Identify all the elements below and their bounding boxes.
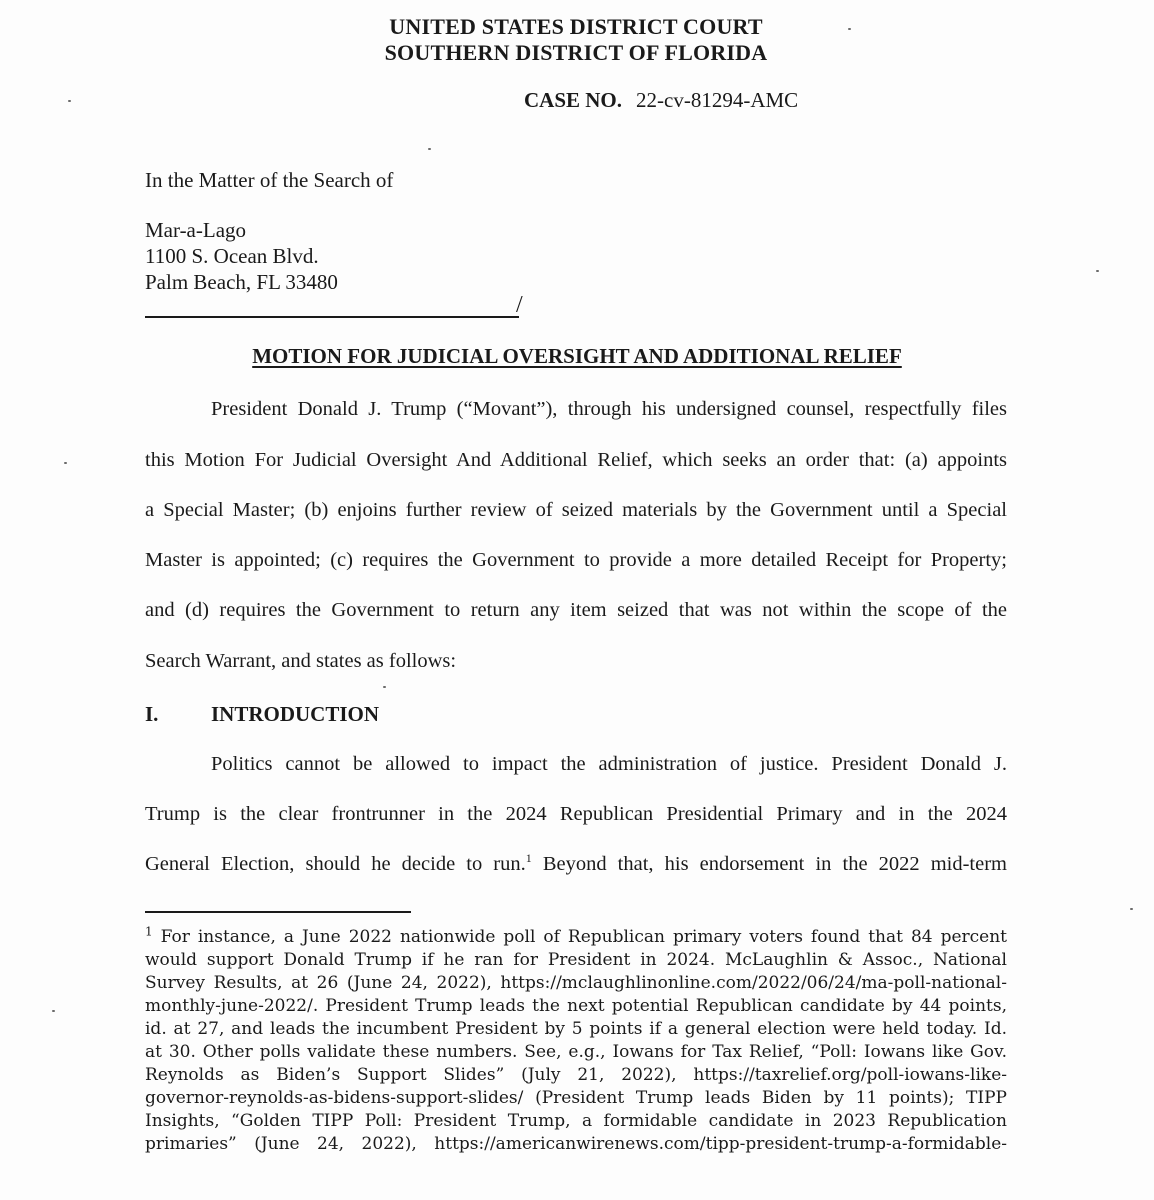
paragraph-line: and (d) requires the Government to return any item seized that was not within the scope of the — [145, 599, 1007, 621]
footnote-line: monthly-june-2022/. President Trump leads the next potential Republican candidate by 44 points, — [145, 996, 1007, 1016]
section-number: I. — [145, 702, 159, 726]
case-number — [524, 88, 798, 113]
footnote-line: would support Donald Trump if he ran for President in 2024. McLaughlin & Assoc., National — [145, 950, 1007, 970]
scan-speck — [52, 1010, 55, 1012]
footnote-line: Insights, “Golden TIPP Poll: President Trump, a formidable candidate in 2023 Republication — [145, 1111, 1007, 1131]
caption-address-line: Palm Beach, FL 33480 — [145, 270, 338, 294]
paragraph-line: Trump is the clear frontrunner in the 2024 Republican Presidential Primary and in the 2024 — [145, 803, 1007, 825]
footnote-separator — [145, 911, 411, 913]
paragraph-line: this Motion For Judicial Oversight And Additional Relief, which seeks an order that: (a) appoints — [145, 449, 1007, 471]
caption-matter: In the Matter of the Search of — [145, 168, 394, 192]
scan-speck — [1096, 270, 1099, 272]
scan-speck — [64, 462, 67, 464]
footnote-reference: 1 — [525, 851, 532, 866]
scan-speck — [428, 148, 431, 150]
footnote-line: primaries” (June 24, 2022), https://americanwirenews.com/tipp-president-trump-a-formidable- — [145, 1134, 1007, 1154]
case-number-label: CASE NO. — [524, 88, 623, 112]
motion-title: MOTION FOR JUDICIAL OVERSIGHT AND ADDITIONAL RELIEF — [252, 344, 902, 368]
case-number-value: 22-cv-81294-AMC — [636, 88, 799, 112]
footnote-line: Survey Results, at 26 (June 24, 2022), https://mclaughlinonline.com/2022/06/24/ma-poll-national- — [145, 973, 1007, 993]
scan-speck — [848, 28, 851, 30]
footnote-line: Reynolds as Biden’s Support Slides” (July 21, 2022), https://taxrelief.org/poll-iowans-like- — [145, 1065, 1007, 1085]
caption-address-line: Mar-a-Lago — [145, 218, 247, 242]
court-name-line-2: SOUTHERN DISTRICT OF FLORIDA — [384, 40, 768, 65]
paragraph-line: Politics cannot be allowed to impact the administration of justice. President Donald J. — [211, 753, 1007, 775]
scan-speck — [68, 100, 71, 102]
footnote-text: For instance, a June 2022 nationwide poll of Republican primary voters found that 84 percent — [152, 927, 1007, 947]
paragraph-line — [145, 853, 1007, 876]
caption-address-line: 1100 S. Ocean Blvd. — [145, 244, 319, 268]
scan-speck — [1130, 908, 1133, 910]
caption-slash: / — [516, 292, 523, 318]
paragraph-line: a Special Master; (b) enjoins further review of seized materials by the Government until a Special — [145, 499, 1007, 521]
paragraph-line: Search Warrant, and states as follows: — [145, 650, 457, 672]
court-name-line-1: UNITED STATES DISTRICT COURT — [389, 14, 763, 39]
paragraph-line: President Donald J. Trump (“Movant”), through his undersigned counsel, respectfully files — [211, 398, 1007, 420]
paragraph-text: Beyond that, his endorsement in the 2022 mid-term — [531, 853, 1007, 875]
footnote-line: id. at 27, and leads the incumbent President by 5 points if a general election were held today. Id. — [145, 1019, 1007, 1039]
caption-rule — [145, 316, 519, 318]
footnote-line: governor-reynolds-as-bidens-support-slides/ (President Trump leads Biden by 11 points); TIPP — [145, 1088, 1007, 1108]
paragraph-text: General Election, should he decide to run. — [145, 853, 526, 875]
footnote-line: at 30. Other polls validate these numbers. See, e.g., Iowans for Tax Relief, “Poll: Iowans like Gov. — [145, 1042, 1007, 1062]
section-title: INTRODUCTION — [211, 702, 380, 726]
paragraph-line: Master is appointed; (c) requires the Government to provide a more detailed Receipt for Property; — [145, 549, 1007, 571]
footnote-line — [145, 924, 1007, 947]
scan-speck — [383, 686, 386, 688]
section-heading — [145, 702, 379, 727]
footnote-marker: 1 — [145, 924, 153, 939]
